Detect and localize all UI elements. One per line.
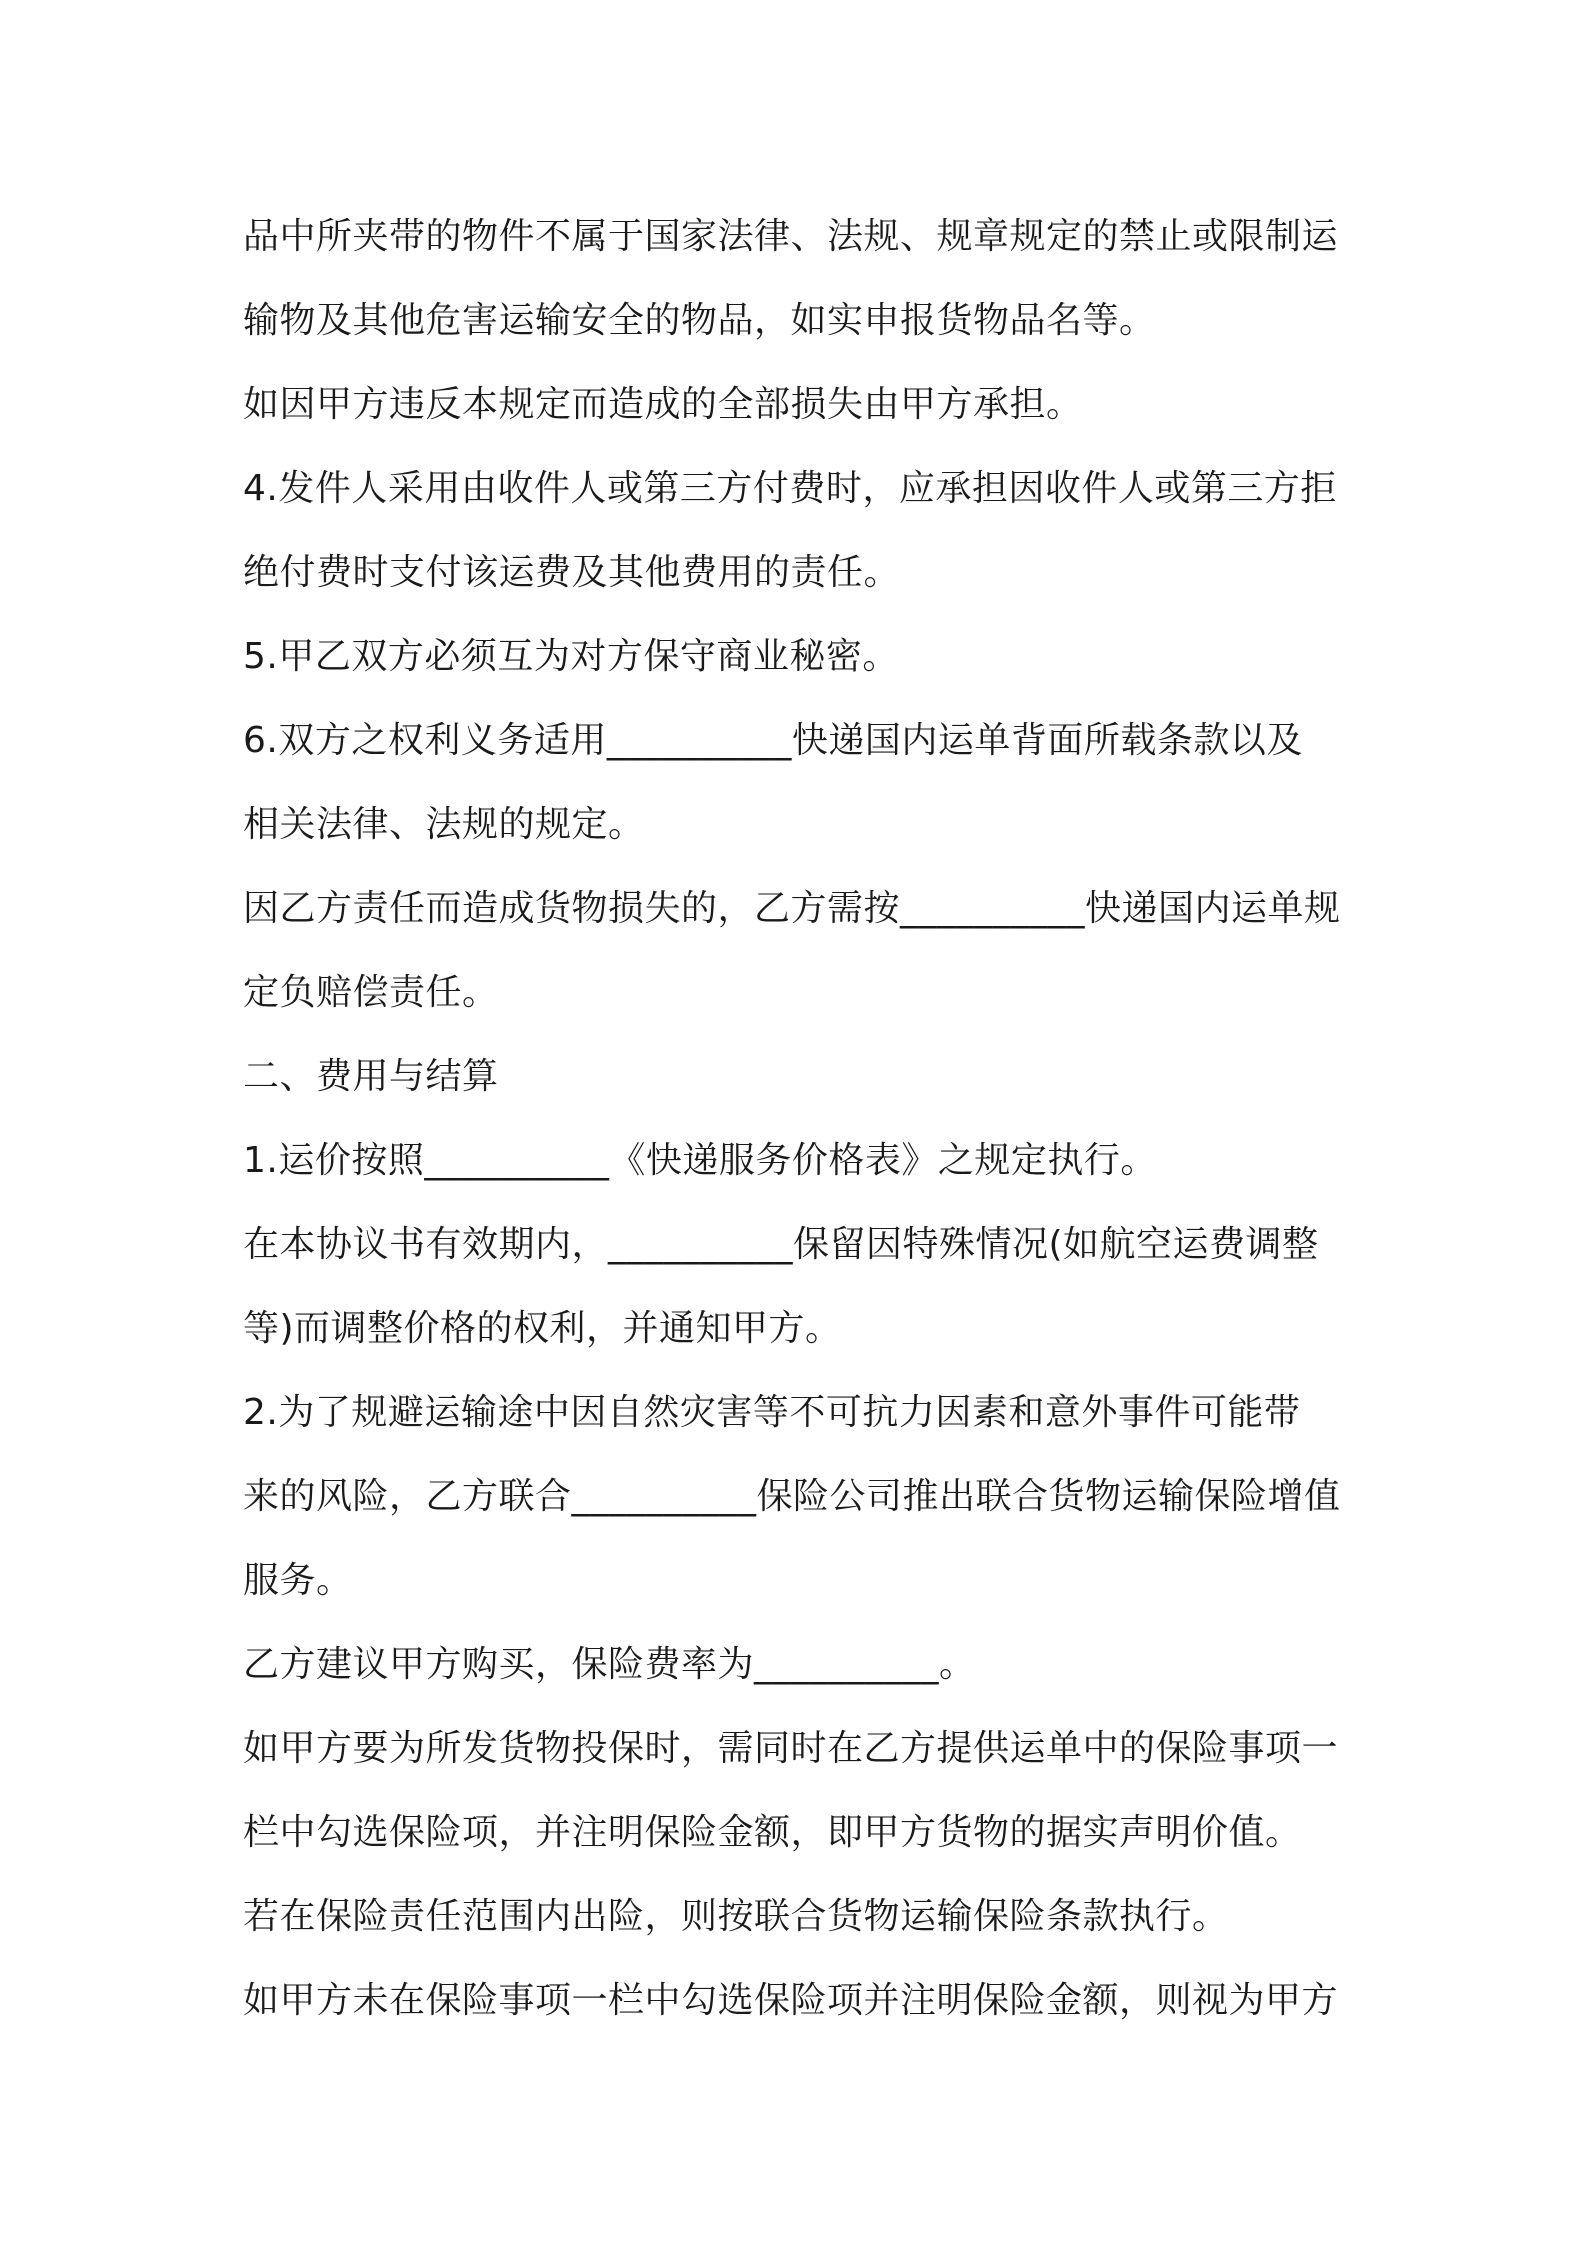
text-line: 在本协议书有效期内，__________保留因特殊情况(如航空运费调整 bbox=[243, 1224, 1319, 1265]
text-line: 输物及其他危害运输安全的物品，如实申报货物品名等。 bbox=[243, 300, 1156, 341]
section-heading: 二、费用与结算 bbox=[243, 1056, 499, 1097]
text-line: 如甲方未在保险事项一栏中勾选保险项并注明保险金额，则视为甲方 bbox=[243, 1980, 1339, 2021]
text-line: 因乙方责任而造成货物损失的，乙方需按__________快递国内运单规 bbox=[243, 888, 1341, 929]
text-line: 如因甲方违反本规定而造成的全部损失由甲方承担。 bbox=[243, 384, 1083, 425]
fee-clause-2-line: 2.为了规避运输途中因自然灾害等不可抗力因素和意外事件可能带 bbox=[243, 1392, 1301, 1433]
clause-5-line: 5.甲乙双方必须互为对方保守商业秘密。 bbox=[243, 636, 899, 677]
text-line: 服务。 bbox=[243, 1560, 353, 1601]
clause-6-line: 6.双方之权利义务适用__________快递国内运单背面所载条款以及 bbox=[243, 720, 1303, 761]
fee-clause-1-line: 1.运价按照__________《快递服务价格表》之规定执行。 bbox=[243, 1140, 1157, 1181]
text-line: 等)而调整价格的权利，并通知甲方。 bbox=[243, 1308, 842, 1349]
text-line: 定负赔偿责任。 bbox=[243, 972, 499, 1013]
text-line: 如甲方要为所发货物投保时，需同时在乙方提供运单中的保险事项一 bbox=[243, 1728, 1339, 1769]
text-line: 栏中勾选保险项，并注明保险金额，即甲方货物的据实声明价值。 bbox=[243, 1812, 1302, 1853]
text-line: 绝付费时支付该运费及其他费用的责任。 bbox=[243, 552, 901, 593]
document-body bbox=[243, 195, 1363, 2043]
text-line: 若在保险责任范围内出险，则按联合货物运输保险条款执行。 bbox=[243, 1896, 1229, 1937]
clause-4-line: 4.发件人采用由收件人或第三方付费时，应承担因收件人或第三方拒 bbox=[243, 468, 1337, 509]
text-line: 来的风险，乙方联合__________保险公司推出联合货物运输保险增值 bbox=[243, 1476, 1341, 1517]
text-line: 乙方建议甲方购买，保险费率为__________。 bbox=[243, 1644, 976, 1685]
text-line: 品中所夹带的物件不属于国家法律、法规、规章规定的禁止或限制运 bbox=[243, 216, 1339, 257]
text-line: 相关法律、法规的规定。 bbox=[243, 804, 645, 845]
